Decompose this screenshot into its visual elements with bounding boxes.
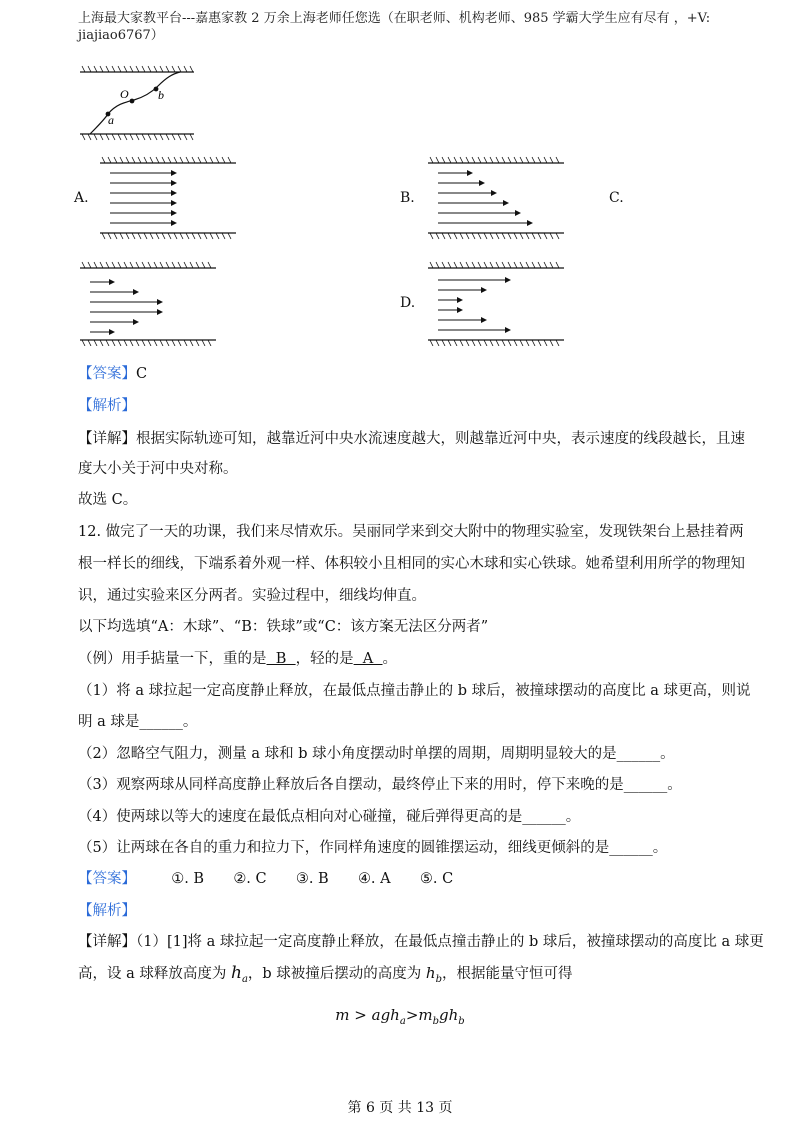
q12-detail-line-2: 高，设 a 球释放高度为 $h_a$，b 球被撞后摆动的高度为 $h_b$，根据能量守恒可得 [78, 963, 573, 985]
option-c-diagram [78, 260, 218, 346]
q12-answer-4: ④. A [357, 871, 391, 887]
example-blank-light: A [353, 651, 383, 667]
q12-analysis-tag: 【解析】 [78, 903, 136, 919]
q12-answer-1: ①. B [171, 871, 205, 887]
energy-formula [0, 1006, 800, 1027]
river-trajectory-diagram [76, 64, 198, 142]
q11-answer-tag: 【答案】 [78, 366, 136, 382]
q12-item-1-line-1: （1）将 a 球拉起一定高度静止释放，在最低点撞击静止的 b 球后，被撞球摆动的高度比 a 球更高，则说 [78, 683, 751, 699]
q12-item-4: （4）使两球以等大的速度在最低点相向对心碰撞，碰后弹得更高的是______。 [78, 809, 581, 825]
label-b: b [158, 88, 164, 102]
label-O: O [120, 87, 129, 101]
page-footer: 第 6 页 共 13 页 [347, 1100, 453, 1116]
trajectory-curve [90, 72, 180, 134]
q12-item-1-line-2: 明 a 球是______。 [78, 714, 198, 730]
q12-item-3: （3）观察两球从同样高度静止释放后各自摆动，最终停止下来的用时，停下来晚的是______。 [78, 777, 682, 793]
option-c-label: C. [609, 190, 624, 206]
label-a: a [108, 113, 114, 127]
option-a-diagram [98, 155, 238, 241]
example-blank-heavy: B [266, 651, 296, 667]
q11-analysis-tag: 【解析】 [78, 398, 136, 414]
q12-stem-line-3: 识，通过实验来区分两者。实验过程中，细线均伸直。 [78, 588, 426, 604]
option-a-label: A. [74, 190, 89, 206]
option-d-diagram [426, 260, 566, 346]
q12-instruction: 以下均选填“A：木球”、“B：铁球”或“C：该方案无法区分两者” [78, 619, 489, 635]
q12-example: （例）用手掂量一下，重的是 B ，轻的是 A 。 [78, 651, 398, 667]
option-d-label: D. [400, 295, 416, 311]
q12-stem-line-1: 12. 做完了一天的功课，我们来尽情欢乐。吴丽同学来到交大附中的物理实验室，发现铁架台上悬挂着两 [78, 524, 744, 540]
option-b-diagram [426, 155, 566, 241]
q12-answer-3: ③. B [295, 871, 329, 887]
q12-item-5: （5）让两球在各自的重力和拉力下，作同样角速度的圆锥摆运动，细线更倾斜的是______。 [78, 840, 668, 856]
formula-text: $m > agh_a>m_bgh_b$ [335, 1006, 465, 1027]
q11-answer-value: C [136, 366, 148, 382]
q11-detail-line-1: 【详解】根据实际轨迹可知，越靠近河中央水流速度越大，则越靠近河中央，表示速度的线段越长，且速 [78, 431, 745, 447]
q12-answer-5: ⑤. C [419, 871, 454, 887]
q11-detail-tag: 【详解】 [78, 431, 136, 447]
q11-answer [78, 362, 147, 383]
q11-conclusion: 故选 C。 [78, 492, 138, 508]
q12-answer-row [78, 867, 453, 888]
q12-item-2: （2）忽略空气阻力，测量 a 球和 b 球小角度摆动时单摆的周期，周期明显较大的是______。 [78, 746, 675, 762]
q12-stem-line-2: 根一样长的细线，下端系着外观一样、体积较小且相同的实心木球和实心铁球。她希望利用所学的物理知 [78, 556, 745, 572]
page-header [78, 10, 728, 44]
header-line-2: jiajiao6767） [78, 28, 164, 43]
q12-answer-tag: 【答案】 [78, 871, 136, 887]
q12-answer-2: ②. C [233, 871, 267, 887]
q12-detail-line-1: 【详解】（1）[1]将 a 球拉起一定高度静止释放，在最低点撞击静止的 b 球后，被撞球摆动的高度比 a 球更 [78, 934, 764, 950]
q12-detail-tag: 【详解】 [78, 934, 136, 950]
option-b-label: B. [400, 190, 415, 206]
q11-detail-line-2: 度大小关于河中央对称。 [78, 461, 238, 477]
header-line-1: 上海最大家教平台---嘉惠家教 2 万余上海老师任您选（在职老师、机构老师、985 学霸大学生应有尽有 ，+V: [78, 11, 711, 26]
